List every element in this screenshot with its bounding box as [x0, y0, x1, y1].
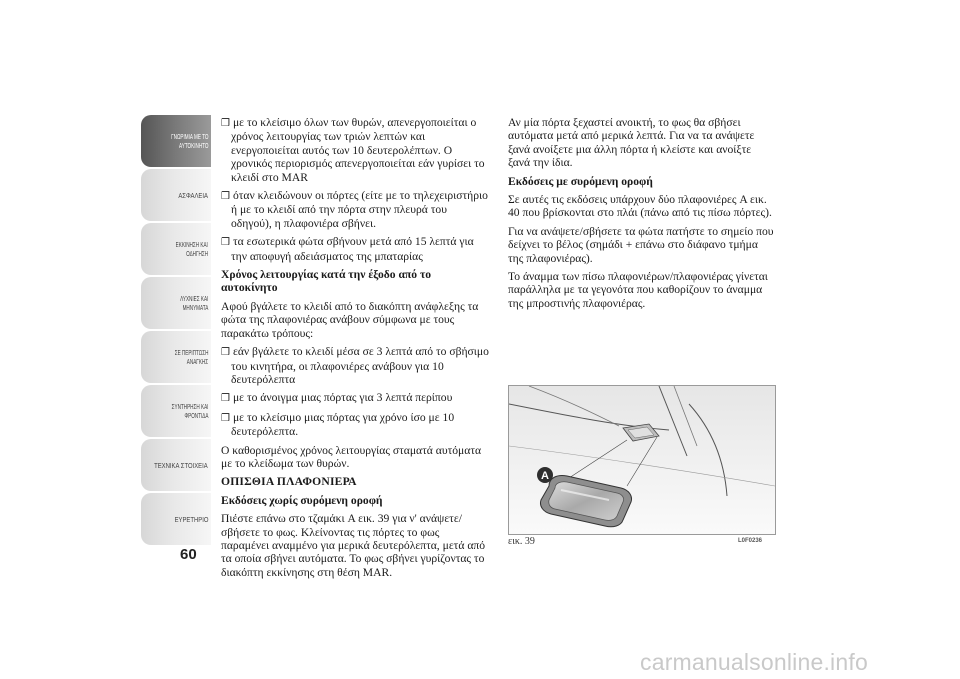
- right-column: [508, 116, 776, 315]
- paragraph: Αφού βγάλετε το κλειδί από το διακόπτη ανάφλεξης τα φώτα της πλαφονιέρας ανάβουν σύμφωνα με τους παρακάτω τρόπους:: [221, 299, 479, 340]
- tab-getting-to-know-car[interactable]: [141, 115, 211, 167]
- checkbox-bullet-icon: ❒: [221, 412, 230, 424]
- tab-label: ΣΕ ΠΕΡΙΠΤΩΣΗ ΑΝΑΓΚΗΣ: [174, 348, 208, 366]
- tab-safety[interactable]: [141, 169, 211, 221]
- tab-label: ΑΣΦΑΛΕΙΑ: [178, 190, 208, 200]
- tab-label: ΕΥΡΕΤΗΡΙΟ: [174, 514, 208, 524]
- subheading-exit-timing: Χρόνος λειτουργίας κατά την έξοδο από το αυτοκίνητο: [221, 268, 432, 295]
- paragraph: Αν μία πόρτα ξεχαστεί ανοικτή, το φως θα σβήσει αυτόματα μετά από μερικά λεπτά. Για να τα ανάψετε ξανά ανοίξετε μια άλλη πόρτα ή κλείστε και ανοίξτε ξανά την ίδια.: [508, 116, 755, 170]
- checkbox-bullet-icon: ❒: [221, 347, 230, 359]
- paragraph: Για να ανάψετε/σβήσετε τα φώτα πατήστε το σημείο που δείχνει το βέλος (σημάδι + επάνω στο διάφανο τμήμα της πλαφονιέρας).: [508, 224, 774, 265]
- tab-label: ΓΝΩΡΙΜΙΑ ΜΕ ΤΟ ΑΥΤΟΚΙΝΗΤΟ: [170, 132, 208, 150]
- paragraph: Σε αυτές τις εκδόσεις υπάρχουν δύο πλαφονιέρες A εικ. 40 που βρίσκονται στο πλάι (πάνω από τις πίσω πόρτες).: [508, 193, 772, 220]
- page-number: 60: [180, 546, 197, 563]
- list-item: ❒ εάν βγάλετε το κλειδί μέσα σε 3 λεπτά από το σβήσιμο του κινητήρα, οι πλαφονιέρες ανάβουν για 10 δευτερόλεπτα: [221, 345, 489, 386]
- tab-technical-data[interactable]: [141, 439, 211, 491]
- callout-a-marker: [537, 467, 553, 483]
- tab-warning-lights[interactable]: [141, 277, 211, 329]
- checkbox-bullet-icon: ❒: [221, 393, 230, 405]
- tab-label: ΤΕΧΝΙΚΑ ΣΤΟΙΧΕΙΑ: [154, 460, 208, 470]
- checkbox-bullet-icon: ❒: [221, 237, 230, 249]
- figure-caption: εικ. 39: [508, 536, 535, 547]
- section-heading-rear-light: ΟΠΙΣΘΙΑ ΠΛΑΦΟΝΙΕΡΑ: [221, 475, 357, 489]
- tab-label: ΣΥΝΤΗΡΗΣΗ ΚΑΙ ΦΡΟΝΤΙΔΑ: [171, 402, 208, 420]
- list-item: ❒ με το κλείσιμο όλων των θυρών, απενεργοποιείται ο χρόνος λειτουργίας των τριών λεπτών και ενεργοποιείται αυτός των 10 δευτερολέπτων. Ο χρονικός περιορισμός απενεργοποιείται εάν γυρίσει το κλειδί στο MAR: [221, 116, 485, 184]
- subheading-with-sunroof: Εκδόσεις με συρόμενη οροφή: [508, 174, 653, 188]
- tab-label: ΛΥΧΝΙΕΣ ΚΑΙ ΜΗΝΥΜΑΤΑ: [179, 294, 208, 312]
- left-column: [221, 116, 489, 584]
- paragraph: Ο καθορισμένος χρόνος λειτουργίας σταματά αυτόματα με το κλείδωμα των θυρών.: [221, 443, 482, 470]
- checkbox-bullet-icon: ❒: [221, 191, 230, 203]
- tab-starting-driving[interactable]: [141, 223, 211, 275]
- list-item: ❒ όταν κλειδώνουν οι πόρτες (είτε με το τηλεχειριστήριο ή με το κλειδί από την πόρτα στην πλευρά του οδηγού), η πλαφονιέρα σβήνει.: [221, 189, 488, 230]
- list-item: ❒ με το άνοιγμα μιας πόρτας για 3 λεπτά περίπου: [221, 391, 453, 405]
- paragraph: Το άναμμα των πίσω πλαφονιέρων/πλαφονιέρας γίνεται παράλληλα με τα γεγονότα που καθορίζουν το άναμμα της μπροστινής πλαφονιέρας.: [508, 270, 768, 310]
- paragraph: Πιέστε επάνω στο τζαμάκι A εικ. 39 για ν' ανάψετε/σβήσετε το φως. Κλείνοντας τις πόρτες το φως παραμένει αναμμένο για μερικά δευτερόλεπτα, μετά από τα οποία σβήνει αυτόματα. Το φως σβήνει γυρίζοντας το διακόπτη εκκίνησης στη θέση MAR.: [221, 512, 486, 579]
- tab-maintenance[interactable]: [141, 385, 211, 437]
- checkbox-bullet-icon: ❒: [221, 118, 230, 129]
- tab-label: ΕΚΚΙΝΗΣΗ ΚΑΙ ΟΔΗΓΗΣΗ: [175, 240, 208, 258]
- figure-code: L0F0236: [738, 538, 763, 544]
- list-item: ❒ με το κλείσιμο μιας πόρτας για χρόνο ίσο με 10 δευτερόλεπτα.: [221, 410, 455, 439]
- svg-text:A: A: [541, 470, 549, 482]
- list-item: ❒ τα εσωτερικά φώτα σβήνουν μετά από 15 λεπτά για την αποφυγή αδειάσματος της μπαταρίας: [221, 235, 474, 263]
- watermark: carmanualsonline.info: [640, 649, 868, 675]
- subheading-no-sunroof: Εκδόσεις χωρίς συρόμενη οροφή: [221, 493, 383, 507]
- tab-index[interactable]: [141, 493, 211, 545]
- tab-emergency[interactable]: [141, 331, 211, 383]
- rear-ceiling-light-illustration: [509, 386, 775, 534]
- figure-rear-ceiling-light: [508, 385, 776, 535]
